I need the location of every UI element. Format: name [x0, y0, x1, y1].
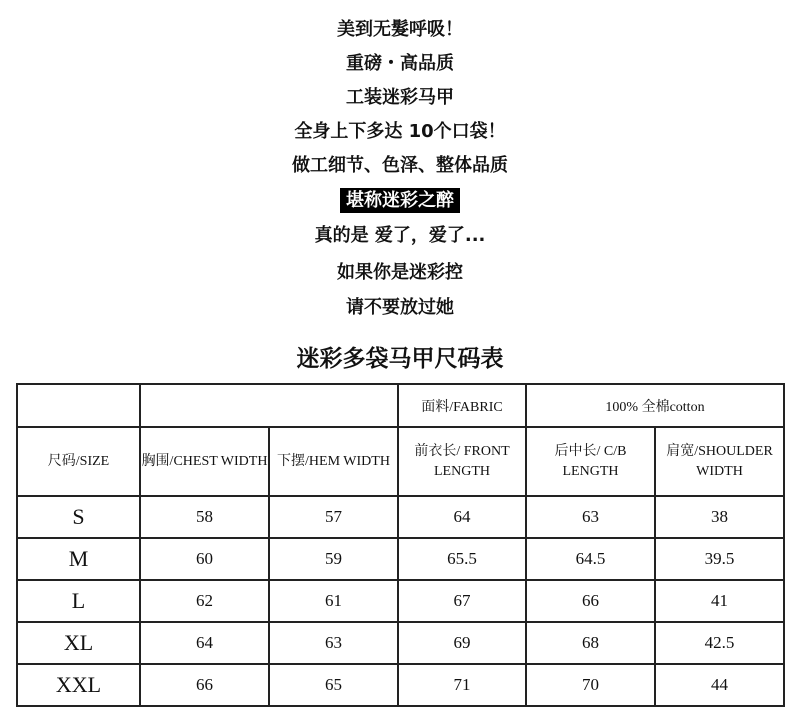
- promo-line: 美到无髮呼吸！: [337, 19, 463, 40]
- highlight-text: 堪称迷彩之醉: [340, 188, 460, 213]
- promo-line: 做工细节、色泽、整体品质: [292, 155, 508, 176]
- value-cell: 68: [526, 622, 655, 664]
- promo-line: 全身上下多达 10个口袋！: [294, 121, 506, 142]
- empty-cell: [17, 384, 140, 427]
- value-cell: 42.5: [655, 622, 784, 664]
- value-cell: 38: [655, 496, 784, 538]
- promo-line: 真的是 爱了，爱了...: [314, 225, 486, 246]
- table-row: [17, 538, 784, 580]
- fabric-value: 100% 全棉cotton: [526, 384, 784, 427]
- value-cell: 61: [269, 580, 398, 622]
- column-header: 下摆/HEM WIDTH: [269, 427, 398, 496]
- size-cell: L: [17, 580, 140, 622]
- value-cell: 62: [140, 580, 269, 622]
- value-cell: 63: [269, 622, 398, 664]
- size-chart-table: [16, 383, 785, 707]
- value-cell: 64: [398, 496, 526, 538]
- value-cell: 70: [526, 664, 655, 706]
- empty-cell: [140, 384, 398, 427]
- column-header: 前衣长/ FRONT LENGTH: [398, 427, 526, 496]
- column-header: 后中长/ C/B LENGTH: [526, 427, 655, 496]
- table-row: [17, 664, 784, 706]
- value-cell: 65.5: [398, 538, 526, 580]
- value-cell: 65: [269, 664, 398, 706]
- value-cell: 39.5: [655, 538, 784, 580]
- value-cell: 58: [140, 496, 269, 538]
- value-cell: 41: [655, 580, 784, 622]
- size-chart-title: 迷彩多袋马甲尺码表: [296, 346, 504, 372]
- value-cell: 59: [269, 538, 398, 580]
- value-cell: 44: [655, 664, 784, 706]
- table-row: [17, 622, 784, 664]
- promo-line: 请不要放过她: [346, 297, 454, 318]
- column-header: 尺码/SIZE: [17, 427, 140, 496]
- value-cell: 64.5: [526, 538, 655, 580]
- fabric-row: [17, 384, 784, 427]
- promo-line: 如果你是迷彩控: [337, 262, 463, 283]
- value-cell: 63: [526, 496, 655, 538]
- promo-line: 工装迷彩马甲: [346, 87, 454, 108]
- value-cell: 71: [398, 664, 526, 706]
- value-cell: 66: [526, 580, 655, 622]
- column-header: 肩宽/SHOULDER WIDTH: [655, 427, 784, 496]
- fabric-label: 面料/FABRIC: [398, 384, 526, 427]
- size-cell: S: [17, 496, 140, 538]
- column-header: 胸围/CHEST WIDTH: [140, 427, 269, 496]
- value-cell: 69: [398, 622, 526, 664]
- value-cell: 57: [269, 496, 398, 538]
- size-cell: M: [17, 538, 140, 580]
- value-cell: 60: [140, 538, 269, 580]
- value-cell: 67: [398, 580, 526, 622]
- table-row: [17, 496, 784, 538]
- size-cell: XL: [17, 622, 140, 664]
- value-cell: 64: [140, 622, 269, 664]
- table-row: [17, 580, 784, 622]
- size-cell: XXL: [17, 664, 140, 706]
- value-cell: 66: [140, 664, 269, 706]
- header-row: [17, 427, 784, 496]
- promo-line-highlighted: [0, 190, 800, 212]
- promo-line: 重磅・高品质: [346, 53, 454, 74]
